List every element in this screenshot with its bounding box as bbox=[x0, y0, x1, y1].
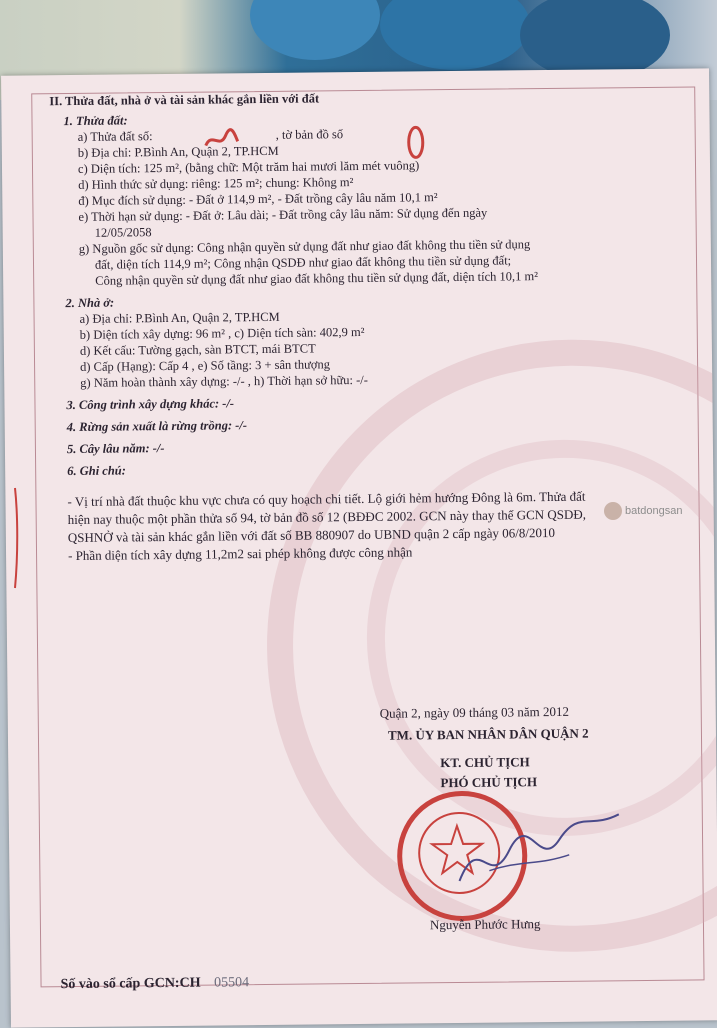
watermark-text: batdongsan bbox=[625, 505, 683, 517]
flower-petal-decoration bbox=[250, 0, 380, 60]
watermark-logo-icon bbox=[604, 502, 622, 520]
land-usage-term-date: 12/05/2058 bbox=[94, 225, 152, 240]
planted-forest: 4. Rừng sản xuất là rừng trồng: -/- bbox=[66, 418, 248, 435]
land-origin-line-3: Công nhận quyền sử dụng đất như giao đất không thu tiền sử dụng đất, diện tích 10,1 m² bbox=[95, 269, 539, 288]
on-behalf-chairman: KT. CHỦ TỊCH bbox=[440, 754, 530, 771]
red-circle-mark-icon bbox=[406, 123, 426, 161]
land-heading: 1. Thửa đất: bbox=[63, 113, 128, 129]
house-completion: g) Năm hoàn thành xây dựng: -/- , h) Thời hạn sở hữu: -/- bbox=[80, 372, 368, 390]
place-and-date: Quận 2, ngày 09 tháng 03 năm 2012 bbox=[379, 703, 570, 721]
other-construction: 3. Công trình xây dựng khác: -/- bbox=[66, 396, 235, 413]
land-origin-line-2: đất, diện tích 114,9 m²; Công nhận QSDĐ như giao đất không thu tiền sử dụng đất; bbox=[94, 253, 512, 272]
flower-petal-decoration bbox=[380, 0, 530, 70]
land-usage-purpose: đ) Mục đích sử dụng: - Đất ở 114,9 m², - Đất trồng cây lâu năm 10,1 m² bbox=[78, 190, 438, 208]
signer-name: Nguyễn Phước Hưng bbox=[429, 916, 541, 933]
red-redaction-mark-icon bbox=[202, 127, 242, 153]
issuing-authority: TM. ỦY BAN NHÂN DÂN QUẬN 2 bbox=[387, 725, 589, 743]
vice-chairman-title: PHÓ CHỦ TỊCH bbox=[440, 774, 538, 791]
registry-number: 05504 bbox=[213, 975, 250, 991]
certificate-content bbox=[49, 83, 684, 566]
house-area: b) Diện tích xây dựng: 96 m² , c) Diện tích sàn: 402,9 m² bbox=[79, 324, 365, 342]
note-paragraph-2: - Phần diện tích xây dựng 11,2m2 sai phép không được công nhận bbox=[67, 544, 413, 564]
land-area: c) Diện tích: 125 m², (bằng chữ: Một trăm hai mươi lăm mét vuông) bbox=[77, 158, 420, 176]
notes-heading: 6. Ghi chú: bbox=[67, 463, 126, 479]
note-paragraph-1: - Vị trí nhà đất thuộc khu vực chưa có quy hoạch chi tiết. Lộ giới hẻm hướng Đông là 6m. Thửa đất hiện nay thuộc một phần thửa số 94, tờ bản đồ số 12 (BĐĐC 2002. GCN này thay thế GCN QSDĐ, QSHNỞ và tài sản khác gắn liền với đất số BB 880907 do UBND quận 2 cấp ngày 06/8/2010 bbox=[67, 488, 587, 546]
certificate-page bbox=[1, 68, 717, 1027]
watermark bbox=[604, 502, 683, 520]
house-heading: 2. Nhà ở: bbox=[65, 295, 115, 311]
land-usage-form: d) Hình thức sử dụng: riêng: 125 m²; chung: Không m² bbox=[78, 175, 354, 192]
land-parcel-label: a) Thửa đất số: bbox=[77, 129, 153, 144]
section-title: II. Thửa đất, nhà ở và tài sản khác gắn liền với đất bbox=[49, 91, 320, 109]
house-address: a) Địa chỉ: P.Bình An, Quận 2, TP.HCM bbox=[79, 309, 280, 326]
registry-number-line bbox=[60, 975, 249, 993]
land-origin-line-1: g) Nguồn gốc sử dụng: Công nhận quyền sử dụng đất như giao đất không thu tiền sử dụng bbox=[78, 237, 531, 256]
registry-label: Số vào sổ cấp GCN:CH bbox=[60, 975, 201, 993]
land-address: b) Địa chỉ: P.Bình An, Quận 2, TP.HCM bbox=[77, 143, 279, 160]
signature-icon bbox=[449, 809, 630, 901]
land-usage-term: e) Thời hạn sử dụng: - Đất ở: Lâu dài; - Đất trồng cây lâu năm: Sử dụng đến ngày bbox=[78, 205, 488, 224]
house-structure: d) Kết cấu: Tường gạch, sàn BTCT, mái BTCT bbox=[79, 341, 316, 358]
land-map-sheet-label: , tờ bản đồ số bbox=[275, 127, 344, 142]
perennial-trees: 5. Cây lâu năm: -/- bbox=[66, 441, 165, 457]
house-grade: d) Cấp (Hạng): Cấp 4 , e) Số tầng: 3 + sân thượng bbox=[80, 357, 331, 374]
red-pen-margin-mark-icon bbox=[12, 486, 20, 590]
